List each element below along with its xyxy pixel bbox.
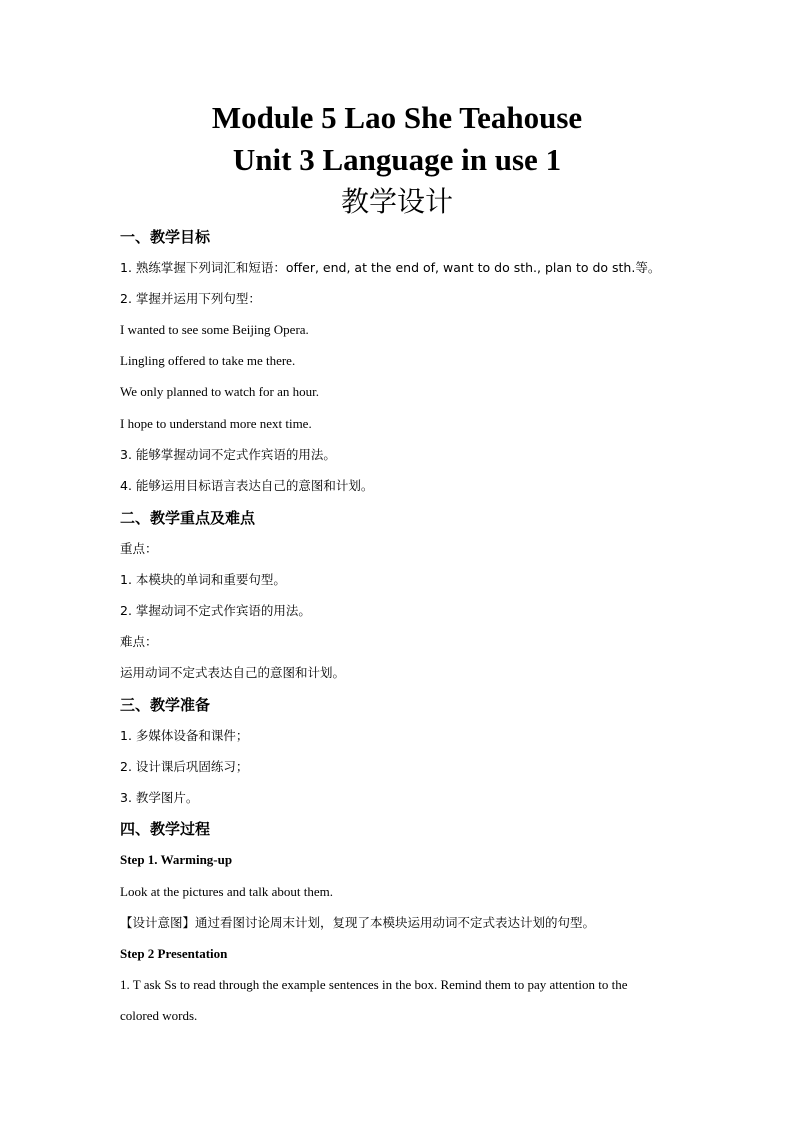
step-1-title: Step 1. Warming-up bbox=[120, 852, 233, 867]
step-2-title: Step 2 Presentation bbox=[120, 946, 228, 961]
preparation-item-1: 1. 多媒体设备和课件； bbox=[120, 728, 249, 743]
document-title-module: Module 5 Lao She Teahouse bbox=[211, 100, 583, 135]
document-title-unit: Unit 3 Language in use 1 bbox=[232, 142, 562, 177]
document-title-design: 教学设计 bbox=[340, 185, 453, 218]
objective-item-3: 3. 能够掌握动词不定式作宾语的用法。 bbox=[120, 447, 336, 462]
section-heading-key-points: 二、教学重点及难点 bbox=[120, 509, 256, 527]
section-heading-process: 四、教学过程 bbox=[120, 820, 211, 838]
step-2-text-line-2: colored words. bbox=[120, 1008, 198, 1023]
objective-item-4: 4. 能够运用目标语言表达自己的意图和计划。 bbox=[120, 478, 374, 493]
focus-item-2: 2. 掌握动词不定式作宾语的用法。 bbox=[120, 603, 311, 618]
step-1-text: Look at the pictures and talk about them. bbox=[120, 884, 333, 899]
difficulty-label: 难点： bbox=[120, 634, 158, 649]
example-sentence-1: I wanted to see some Beijing Opera. bbox=[120, 322, 309, 337]
step-2-text-line-1: 1. T ask Ss to read through the example sentences in the box. Remind them to pay attention to the bbox=[120, 977, 628, 992]
preparation-item-3: 3. 教学图片。 bbox=[120, 790, 199, 805]
preparation-item-2: 2. 设计课后巩固练习； bbox=[120, 759, 249, 774]
focus-label: 重点： bbox=[120, 541, 158, 556]
step-1-design-intent: 【设计意图】通过看图讨论周末计划，复现了本模块运用动词不定式表达计划的句型。 bbox=[120, 915, 596, 930]
objective-item-1: 1. 熟练掌握下列词汇和短语：offer, end, at the end of, want to do sth., plan to do sth.等。 bbox=[120, 260, 661, 275]
example-sentence-4: I hope to understand more next time. bbox=[120, 416, 312, 431]
focus-item-1: 1. 本模块的单词和重要句型。 bbox=[120, 572, 286, 587]
example-sentence-2: Lingling offered to take me there. bbox=[120, 353, 296, 368]
section-heading-preparation: 三、教学准备 bbox=[120, 696, 211, 714]
example-sentence-3: We only planned to watch for an hour. bbox=[120, 384, 319, 399]
objective-item-2: 2. 掌握并运用下列句型： bbox=[120, 291, 261, 306]
difficulty-item-1: 运用动词不定式表达自己的意图和计划。 bbox=[120, 665, 346, 680]
section-heading-objectives: 一、教学目标 bbox=[120, 228, 211, 246]
